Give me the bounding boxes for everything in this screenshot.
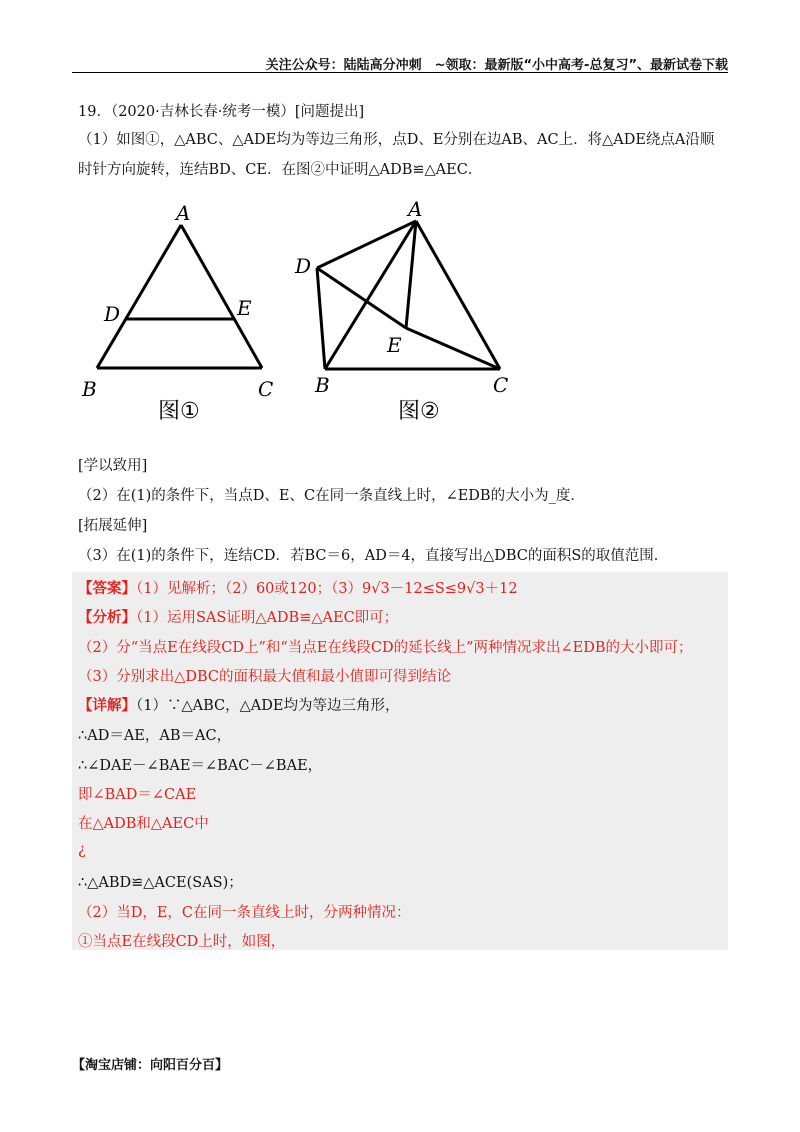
fig2-side-ac xyxy=(416,221,500,369)
detail-8: （2）当D，E，C在同一条直线上时，分两种情况： xyxy=(78,905,411,921)
page-footer: 【淘宝店铺：向阳百分百】 xyxy=(72,1058,229,1073)
fig1-side-ab xyxy=(97,225,181,368)
figure-2 xyxy=(294,197,508,424)
fig2-segment-de xyxy=(317,268,406,328)
question-1-line-1: （1）如图①，△ABC、△ADE均为等边三角形，点D、E分别在边AB、AC上．将△ADE绕点A沿顺 xyxy=(78,132,715,148)
analysis-2: （2）分“当点E在线段CD上”和“当点E在线段CD的延长线上”两种情况求出∠EDB的大小即可； xyxy=(78,640,693,656)
fig2-caption: 图② xyxy=(398,399,440,424)
figures-svg xyxy=(80,196,540,426)
question-3: （3）在(1)的条件下，连结CD．若BC＝6，AD＝4，直接写出△DBC的面积S的取值范围． xyxy=(78,548,669,564)
fig1-label-b: B xyxy=(82,377,97,401)
fig1-label-c: C xyxy=(258,377,274,401)
analysis-1: （1）运用SAS证明△ADB≌△AEC即可； xyxy=(136,610,399,626)
detail-7: ∴△ABD≌△ACE(SAS)； xyxy=(78,875,243,891)
fig1-label-d: D xyxy=(104,302,121,326)
fig1-label-e: E xyxy=(237,296,252,320)
analysis-label: 【分析】 xyxy=(78,610,136,626)
detail-4: 即∠BAD＝∠CAE xyxy=(78,787,197,803)
fig2-label-c: C xyxy=(493,373,509,397)
detail-6: ¿ xyxy=(78,842,86,858)
detail-2: ∴AD＝AE，AB＝AC， xyxy=(78,728,232,744)
fig1-label-a: A xyxy=(176,201,191,225)
answer-text: （1）见解析；（2）60或120；（3）9√3－12≤S≤9√3＋12 xyxy=(136,581,518,597)
detail-9: ①当点E在线段CD上时，如图， xyxy=(78,934,286,950)
geometry-figures xyxy=(80,196,540,430)
fig2-label-a: A xyxy=(408,197,423,221)
answer-label: 【答案】 xyxy=(78,581,136,597)
question-1-line-2: 时针方向旋转，连结BD、CE．在图②中证明△ADB≌△AEC． xyxy=(78,162,483,178)
header-text: 关注公众号：陆陆高分冲刺 ~领取：最新版“小中高考-总复习”、最新试卷下载 xyxy=(265,58,728,73)
detail-line xyxy=(78,694,399,715)
figure-1 xyxy=(81,201,273,424)
fig2-segment-db xyxy=(317,268,325,369)
answer-line xyxy=(78,577,518,598)
question-2: （2）在(1)的条件下，当点D、E、C在同一条直线上时，∠EDB的大小为_度． xyxy=(78,488,585,504)
detail-3: ∴∠DAE－∠BAE＝∠BAC－∠BAE， xyxy=(78,758,323,774)
analysis-3: （3）分别求出△DBC的面积最大值和最小值即可得到结论 xyxy=(78,669,452,685)
section-apply-heading: [学以致用] xyxy=(78,458,148,474)
fig2-label-b: B xyxy=(315,373,330,397)
page-header xyxy=(72,54,728,73)
section-extend-heading: [拓展延伸] xyxy=(78,518,148,534)
fig2-segment-ec xyxy=(406,328,500,369)
detail-label: 【详解】 xyxy=(78,698,136,714)
fig2-label-d: D xyxy=(295,254,312,278)
detail-1: （1）∵△ABC，△ADE均为等边三角形， xyxy=(136,698,400,714)
fig2-label-e: E xyxy=(387,333,402,357)
detail-5: 在△ADB和△AEC中 xyxy=(78,816,209,832)
fig1-caption: 图① xyxy=(158,399,200,424)
analysis-line xyxy=(78,606,398,627)
problem-title: 19．（2020·吉林长春·统考一模）[问题提出] xyxy=(78,104,365,120)
